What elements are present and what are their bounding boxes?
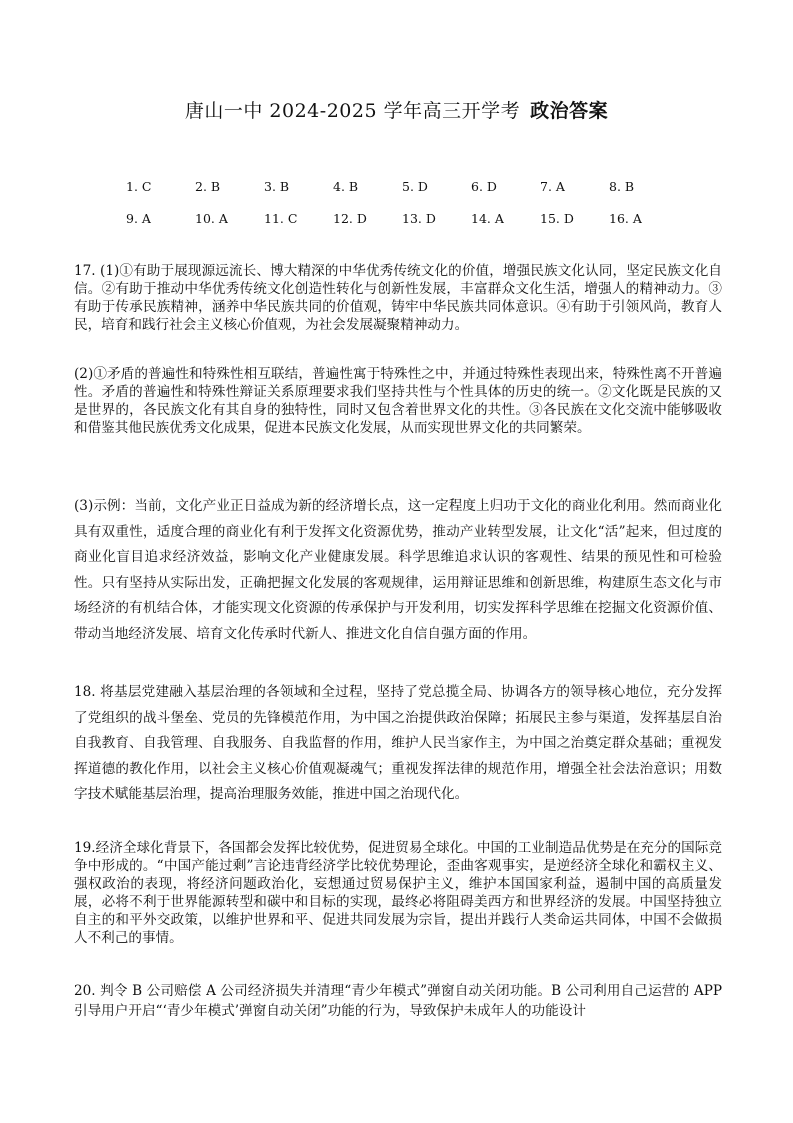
- choice-answers: [126, 170, 686, 234]
- answer-item: 10. A: [195, 210, 228, 226]
- answer-item: 13. D: [402, 210, 436, 226]
- answer-item: 8. B: [609, 178, 635, 194]
- q18-answer: 18. 将基层党建融入基层治理的各领域和全过程，坚持了党总揽全局、协调各方的领导核心地位，充分发挥了党组织的战斗堡垒、党员的先锋模范作用，为中国之治提供政治保障；拓展民主参与渠道，发挥基层自治自我教育、自我管理、自我服务、自我监督的作用，维护人民当家作主，为中国之治奠定群众基础；重视发挥道德的教化作用，以社会主义核心价值观凝魂气；重视发挥法律的规范作用，增强全社会法治意识；用数字技术赋能基层治理，提高治理服务效能，推进中国之治现代化。: [74, 684, 722, 802]
- answer-item: 4. B: [333, 178, 359, 194]
- q20-answer: 20. 判令 B 公司赔偿 A 公司经济损失并清理“青少年模式”弹窗自动关闭功能。B 公司利用自己运营的 APP 引导用户开启“‘青少年模式’弹窗自动关闭”功能的行为，导致保护未成年人的功能设计: [74, 983, 722, 1019]
- q17-part2: (2)①矛盾的普遍性和特殊性相互联结，普遍性寓于特殊性之中，并通过特殊性表现出来，特殊性离不开普遍性。矛盾的普遍性和特殊性辩证关系原理要求我们坚持共性与个性具体的历史的统一。②文化既是民族的又是世界的，各民族文化有其自身的独特性，同时又包含着世界文化的共性。③各民族在文化交流中能够吸收和借鉴其他民族优秀文化成果，促进本民族文化发展，从而实现世界文化的共同繁荣。: [74, 366, 722, 436]
- answer-item: 12. D: [333, 210, 367, 226]
- answer-item: 9. A: [126, 210, 151, 226]
- answer-item: 1. C: [126, 178, 152, 194]
- page-title: [0, 96, 793, 123]
- answer-item: 6. D: [471, 178, 497, 194]
- q19-answer: 19.经济全球化背景下，各国都会发挥比较优势，促进贸易全球化。中国的工业制造品优势是在充分的国际竞争中形成的。“中国产能过剩”言论违背经济学比较优势理论，歪曲客观事实，是逆经济全球化和霸权主义、强权政治的表现，将经济问题政治化，妄想通过贸易保护主义，维护本国国家利益，遏制中国的高质量发展，必将不利于世界能源转型和碳中和目标的实现，最终必将阻碍美西方和世界经济的发展。中国坚持独立自主的和平外交政策，以维护世界和平、促进共同发展为宗旨，提出并践行人类命运共同体，中国不会做损人不利己的事情。: [74, 840, 722, 946]
- answer-item: 5. D: [402, 178, 428, 194]
- answer-item: 16. A: [609, 210, 642, 226]
- answer-item: 2. B: [195, 178, 221, 194]
- q17-part3: (3)示例：当前，文化产业正日益成为新的经济增长点，这一定程度上归功于文化的商业化利用。然而商业化具有双重性，适度合理的商业化有利于发挥文化资源优势，推动产业转型发展，让文化“活”起来，但过度的商业化盲目追求经济效益，影响文化产业健康发展。科学思维追求认识的客观性、结果的预见性和可检验性。只有坚持从实际出发，正确把握文化发展的客观规律，运用辩证思维和创新思维，构建原生态文化与市场经济的有机结合体，才能实现文化资源的传承保护与开发利用，切实发挥科学思维在挖掘文化资源价值、带动当地经济发展、培育文化传承时代新人、推进文化自信自强方面的作用。: [74, 498, 722, 642]
- q17-part1: 17. (1)①有助于展现源远流长、博大精深的中华优秀传统文化的价值，增强民族文化认同，坚定民族文化自信。②有助于推动中华优秀传统文化创造性转化与创新性发展，丰富群众文化生活，增强人的精神动力。③有助于传承民族精神，涵养中华民族共同的价值观，铸牢中华民族共同体意识。④有助于引领风尚，教育人民，培育和践行社会主义核心价值观，为社会发展凝聚精神动力。: [74, 263, 722, 333]
- answer-item: 14. A: [471, 210, 504, 226]
- answer-item: 11. C: [264, 210, 298, 226]
- answer-row-1: [126, 170, 686, 202]
- title-subject: 政治答案: [530, 100, 609, 122]
- answer-item: 3. B: [264, 178, 290, 194]
- answer-item: 15. D: [540, 210, 574, 226]
- answer-row-2: [126, 202, 686, 234]
- answer-item: 7. A: [540, 178, 565, 194]
- title-main: 唐山一中 2024-2025 学年高三开学考: [184, 100, 521, 122]
